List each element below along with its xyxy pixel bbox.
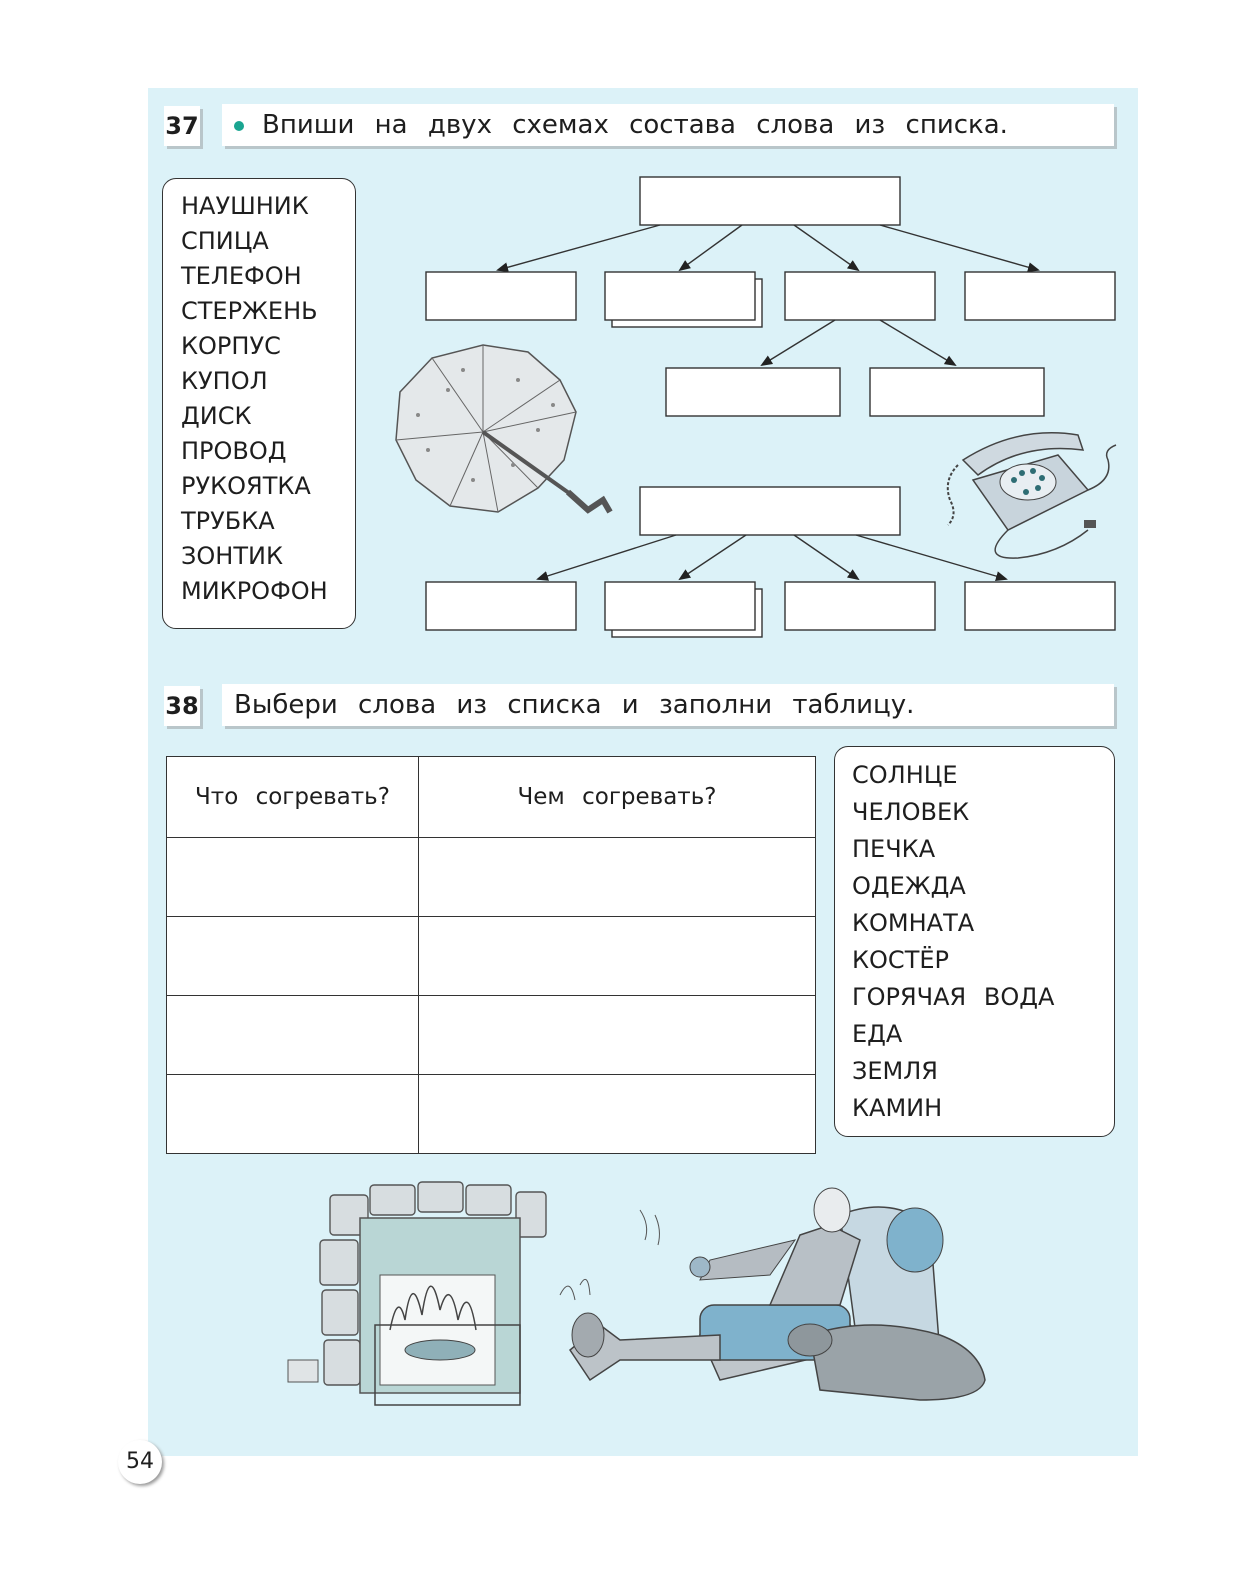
umbrella-icon [388,340,628,530]
table-cell[interactable] [167,996,419,1075]
scheme-2-box-2[interactable] [605,582,755,630]
arrow [498,225,660,270]
warming-table [166,756,816,1154]
arrow [680,535,746,579]
telephone-icon [938,420,1123,565]
table-header-row [167,757,816,838]
scheme-1-root-box[interactable] [640,177,900,225]
scheme-2-box-3[interactable] [785,582,935,630]
list-item: ОДЕЖДА [852,872,966,900]
list-item: НАУШНИК [181,192,309,220]
arrow [880,225,1038,270]
list-item: ЗОНТИК [181,542,283,570]
table-cell[interactable] [419,1075,816,1154]
scheme-1-box-1[interactable] [426,272,576,320]
scheme-2-root-box[interactable] [640,487,900,535]
list-item: ПРОВОД [181,437,287,465]
task-38-number: 38 [164,686,200,726]
table-row [167,838,816,917]
task-38-instruction: Выбери слова из списка и заполни таблицу. [234,690,915,720]
list-item: ДИСК [181,402,252,430]
list-item: КОСТЁР [852,946,949,974]
scheme-1-sub-box-1[interactable] [666,368,840,416]
list-item: ГОРЯЧАЯ ВОДА [852,983,1055,1011]
table-row [167,917,816,996]
list-item: КОРПУС [181,332,281,360]
column-header-what: Что согревать? [167,757,419,838]
list-item: СТЕРЖЕНЬ [181,297,318,325]
arrow [680,225,742,270]
task-38-word-list [852,757,1114,1127]
page-number: 54 [118,1440,162,1484]
scheme-1-box-3[interactable] [785,272,935,320]
list-item: ПЕЧКА [852,835,936,863]
task-37-number: 37 [164,106,200,146]
list-item: СПИЦА [181,227,269,255]
arrow [880,320,955,365]
arrow [794,535,858,579]
table-cell[interactable] [167,1075,419,1154]
task-38-instruction-bar [222,684,1114,726]
arrow [794,225,858,270]
arrow [538,535,676,579]
list-item: ЧЕЛОВЕК [852,798,970,826]
task-37-instruction: Впиши на двух схемах состава слова из списка. [262,110,1008,140]
scheme-1-box-4[interactable] [965,272,1115,320]
list-item: КУПОЛ [181,367,268,395]
scheme-1-box-2[interactable] [605,272,755,320]
arrow [762,320,835,365]
list-item: ТРУБКА [181,507,275,535]
list-item: РУКОЯТКА [181,472,311,500]
man-in-armchair-illustration [540,1185,995,1415]
list-item: СОЛНЦЕ [852,761,958,789]
table-cell[interactable] [419,838,816,917]
column-header-with-what: Чем согревать? [419,757,816,838]
table-row [167,996,816,1075]
list-item: КОМНАТА [852,909,975,937]
table-row [167,1075,816,1154]
table-cell[interactable] [167,917,419,996]
list-item: ЕДА [852,1020,903,1048]
list-item: ЗЕМЛЯ [852,1057,938,1085]
list-item: МИКРОФОН [181,577,328,605]
task-38-word-list-box [834,746,1115,1137]
scheme-2-box-1[interactable] [426,582,576,630]
scheme-2-box-4[interactable] [965,582,1115,630]
fireplace-illustration [280,1180,550,1415]
table-cell[interactable] [167,838,419,917]
scheme-1-sub-box-2[interactable] [870,368,1044,416]
list-item: КАМИН [852,1094,943,1122]
table-cell[interactable] [419,996,816,1075]
list-item: ТЕЛЕФОН [181,262,302,290]
table-cell[interactable] [419,917,816,996]
